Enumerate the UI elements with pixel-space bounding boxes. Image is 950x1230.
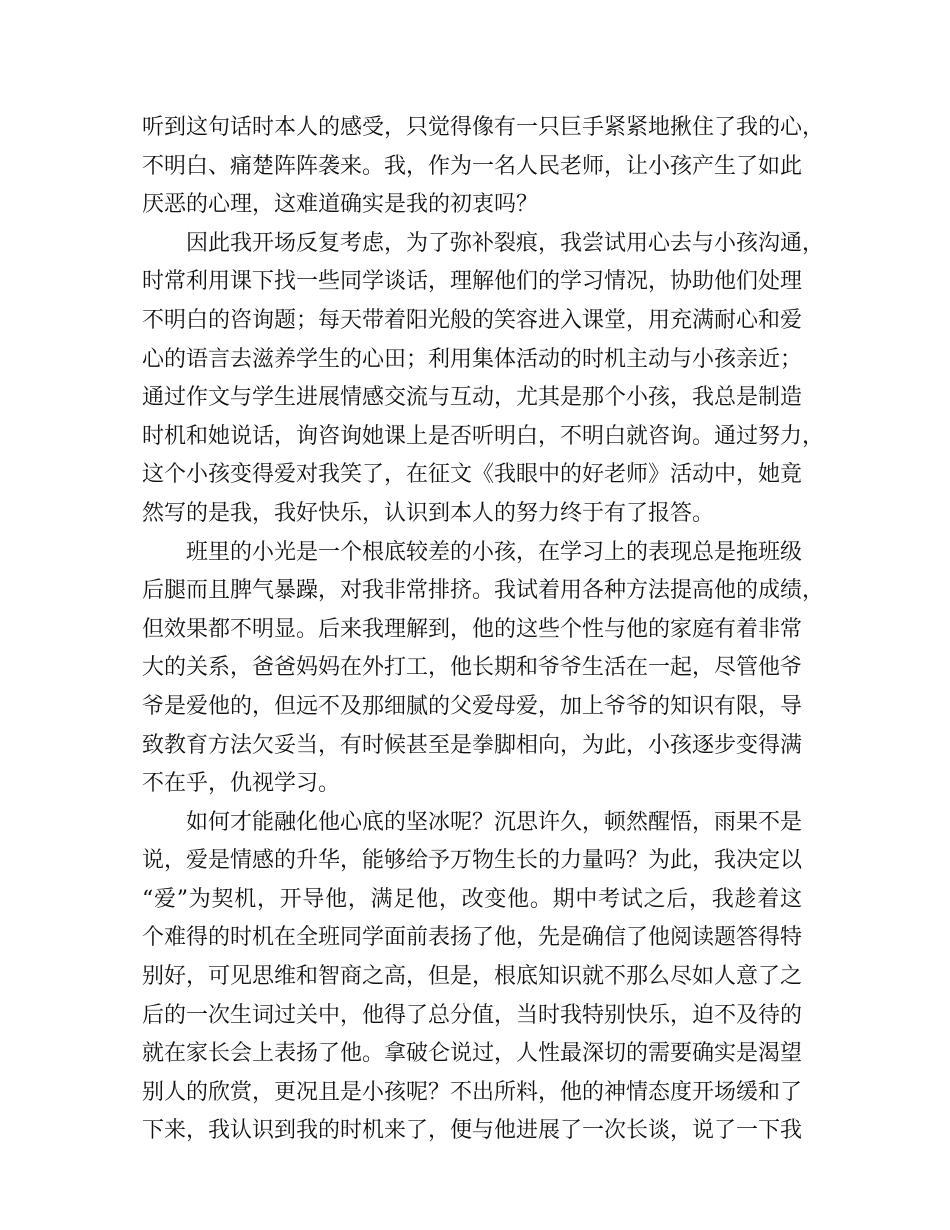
text-line: 但效果都不明显。后来我理解到，他的这些个性与他的家庭有着非常 xyxy=(142,616,803,642)
text-line: 爷是爱他的，但远不及那细腻的父爱母爱，加上爷爷的知识有限，导 xyxy=(142,693,803,719)
text-line: 不明白的咨询题；每天带着阳光般的笑容进入课堂，用充满耐心和爱 xyxy=(142,307,803,333)
text-line: 别人的欣赏，更况且是小孩呢？不出所料，他的神情态度开场缓和了 xyxy=(142,1079,803,1105)
text-line: 别好，可见思维和智商之高，但是，根底知识就不那么尽如人意了之 xyxy=(142,964,803,990)
text-line: 致教育方法欠妥当，有时候甚至是拳脚相向，为此，小孩逐步变得满 xyxy=(142,732,803,758)
document-body xyxy=(142,109,825,1151)
text-line: 大的关系，爸爸妈妈在外打工，他长期和爷爷生活在一起，尽管他爷 xyxy=(142,655,803,681)
text-line: 个难得的时机在全班同学面前表扬了他，先是确信了他阅读题答得特 xyxy=(142,925,803,951)
text-line: 就在家长会上表扬了他。拿破仑说过，人性最深切的需要确实是渴望 xyxy=(142,1041,803,1067)
text-line: 通过作文与学生进展情感交流与互动，尤其是那个小孩，我总是制造 xyxy=(142,385,803,411)
text-line: 不明白、痛楚阵阵袭来。我，作为一名人民老师，让小孩产生了如此 xyxy=(142,153,803,179)
text-line: 然写的是我，我好快乐，认识到本人的努力终于有了报答。 xyxy=(142,500,715,526)
text-line: 厌恶的心理，这难道确实是我的初衷吗？ xyxy=(142,192,539,218)
text-line: 不在乎，仇视学习。 xyxy=(142,771,341,797)
text-line: 这个小孩变得爱对我笑了，在征文《我眼中的好老师》活动中，她竟 xyxy=(142,462,803,488)
text-line: 因此我开场反复考虑，为了弥补裂痕，我尝试用心去与小孩沟通， xyxy=(186,230,825,256)
text-line: 听到这句话时本人的感受，只觉得像有一只巨手紧紧地揪住了我的心， xyxy=(142,115,825,140)
text-line: 后的一次生词过关中，他得了总分值，当时我特别快乐，迫不及待的 xyxy=(142,1002,803,1028)
text-line: 下来，我认识到我的时机来了，便与他进展了一次长谈，说了一下我 xyxy=(142,1118,803,1144)
text-line: 时常利用课下找一些同学谈话，理解他们的学习情况，协助他们处理 xyxy=(142,269,803,295)
text-line: “爱”为契机，开导他，满足他，改变他。期中考试之后，我趁着这 xyxy=(142,886,802,912)
text-line: 如何才能融化他心底的坚冰呢？沉思许久，顿然醒悟，雨果不是 xyxy=(186,809,803,835)
text-line: 班里的小光是一个根底较差的小孩，在学习上的表现总是拖班级 xyxy=(186,539,803,565)
text-line: 后腿而且脾气暴躁，对我非常排挤。我试着用各种方法提高他的成绩， xyxy=(142,578,825,604)
text-line: 说，爱是情感的升华，能够给予万物生长的力量吗？为此，我决定以 xyxy=(142,848,803,874)
text-line: 时机和她说话，询咨询她课上是否听明白，不明白就咨询。通过努力， xyxy=(142,423,825,449)
text-line: 心的语言去滋养学生的心田；利用集体活动的时机主动与小孩亲近； xyxy=(142,346,803,372)
